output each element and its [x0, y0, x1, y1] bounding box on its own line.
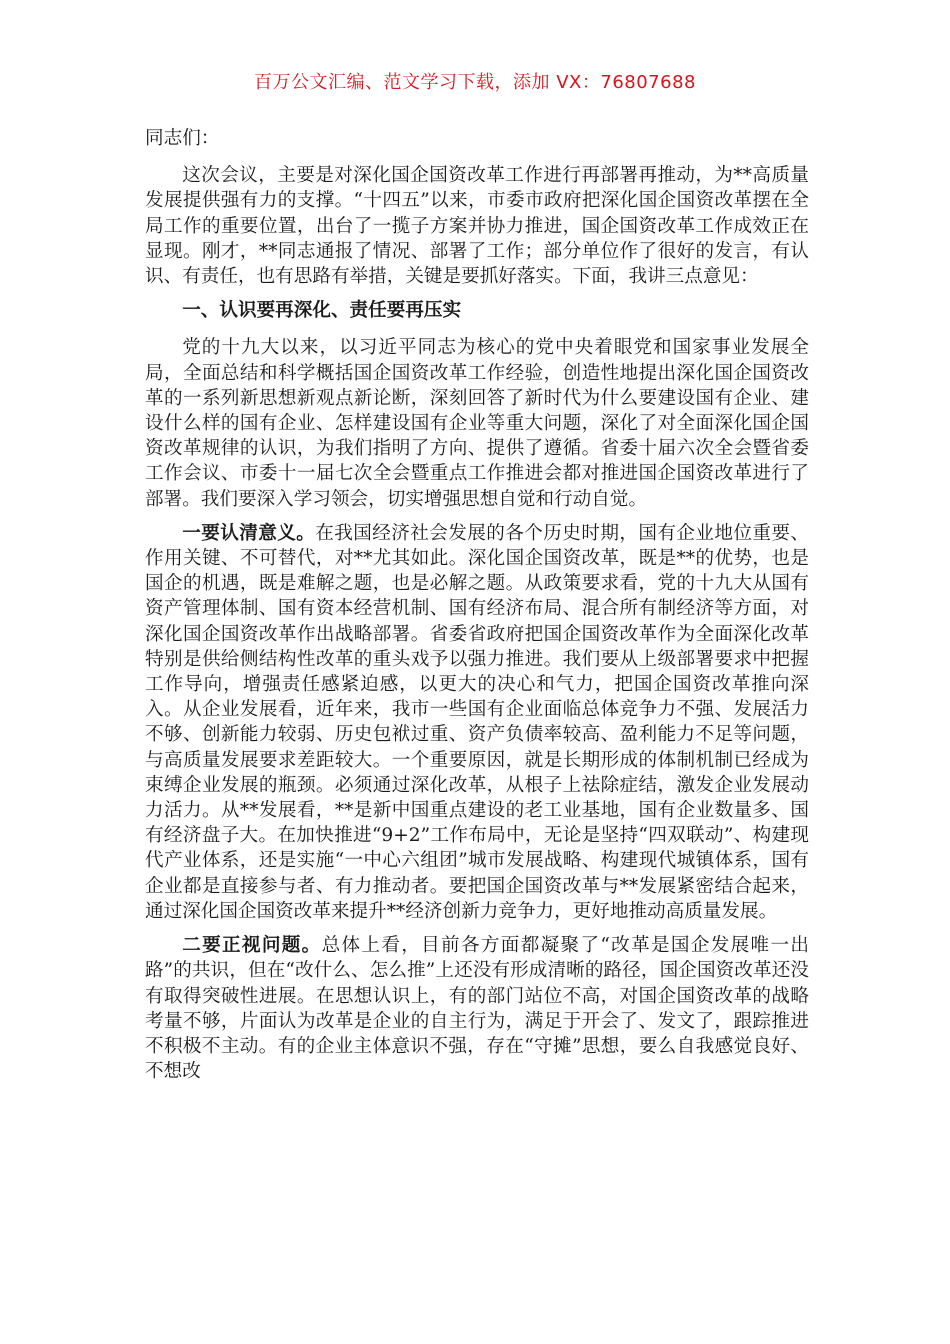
watermark-header: 百万公文汇编、范文学习下载，添加 VX：76807688 [254, 72, 696, 93]
point-one-text: 在我国经济社会发展的各个历史时期，国有企业地位重要、作用关键、不可替代，对**尤其如此。深化国企国资改革，既是**的优势，也是国企的机遇，既是难解之题，也是必解之题。从政策要求看，党的十九大从国有资产管理体制、国有资本经营机制、国有经济布局、混合所有制经济等方面，对深化国企国资改革作出战略部署。省委省政府把国企国资改革作为全面深化改革特别是供给侧结构性改革的重头戏予以强力推进。我们要从上级部署要求中把握工作导向，增强责任感紧迫感，以更大的决心和气力，把国企国资改革推向深入。从企业发展看，近年来，我市一些国有企业面临总体竞争力不强、发展活力不够、创新能力较弱、历史包袱过重、资产负债率较高、盈利能力不足等问题，与高质量发展要求差距较大。一个重要原因，就是长期形成的体制机制已经成为束缚企业发展的瓶颈。必须通过深化改革，从根子上祛除症结，激发企业发展动力活力。从**发展看，**是新中国重点建设的老工业基地，国有企业数量多、国有经济盘子大。在加快推进“9+2”工作布局中，无论是坚持“四双联动”、构建现代产业体系，还是实施“一中心六组团”城市发展战略、构建现代城镇体系，国有企业都是直接参与者、有力推动者。要把国企国资改革与**发展紧密结合起来，通过深化国企国资改革来提升**经济创新力竞争力，更好地推动高质量发展。 [145, 522, 809, 922]
point-one-paragraph [145, 521, 809, 924]
document-body [145, 126, 809, 1093]
point-two-lead: 二要正视问题。 [182, 935, 322, 957]
section-body-paragraph: 党的十九大以来，以习近平同志为核心的党中央着眼党和国家事业发展全局，全面总结和科学概括国企国资改革工作经验，创造性地提出深化国企国资改革的一系列新思想新观点新论断，深刻回答了新时代为什么要建设国有企业、建设什么样的国有企业、怎样建设国有企业等重大问题，深化了对全面深化国企国资改革规律的认识，为我们指明了方向、提供了遵循。省委十届六次全会暨省委工作会议、市委十一届七次全会暨重点工作推进会都对推进国企国资改革进行了部署。我们要深入学习领会，切实增强思想自觉和行动自觉。 [145, 337, 809, 510]
point-two-paragraph [145, 933, 809, 1084]
section-heading: 一、认识要再深化、责任要再压实 [182, 300, 462, 322]
point-two-text: 总体上看，目前各方面都凝聚了“改革是国企发展唯一出路”的共识，但在“改什么、怎么推”上还没有形成清晰的路径，国企国资改革还没有取得突破性进展。在思想认识上，有的部门站位不高，对国企国资改革的战略考量不够，片面认为改革是企业的自主行为，满足于开会了、发文了，跟踪推进不积极不主动。有的企业主体意识不强，存在“守摊”思想，要么自我感觉良好、不想改 [145, 935, 809, 1083]
point-one-lead: 一要认清意义。 [182, 522, 316, 544]
salutation: 同志们： [145, 128, 220, 149]
intro-paragraph: 这次会议，主要是对深化国企国资改革工作进行再部署再推动，为**高质量发展提供强有力的支撑。“十四五”以来，市委市政府把深化国企国资改革摆在全局工作的重要位置，出台了一揽子方案并协力推进，国企国资改革工作成效正在显现。刚才，**同志通报了情况、部署了工作；部分单位作了很好的发言，有认识、有责任，也有思路有举措，关键是要抓好落实。下面，我讲三点意见： [145, 165, 809, 288]
